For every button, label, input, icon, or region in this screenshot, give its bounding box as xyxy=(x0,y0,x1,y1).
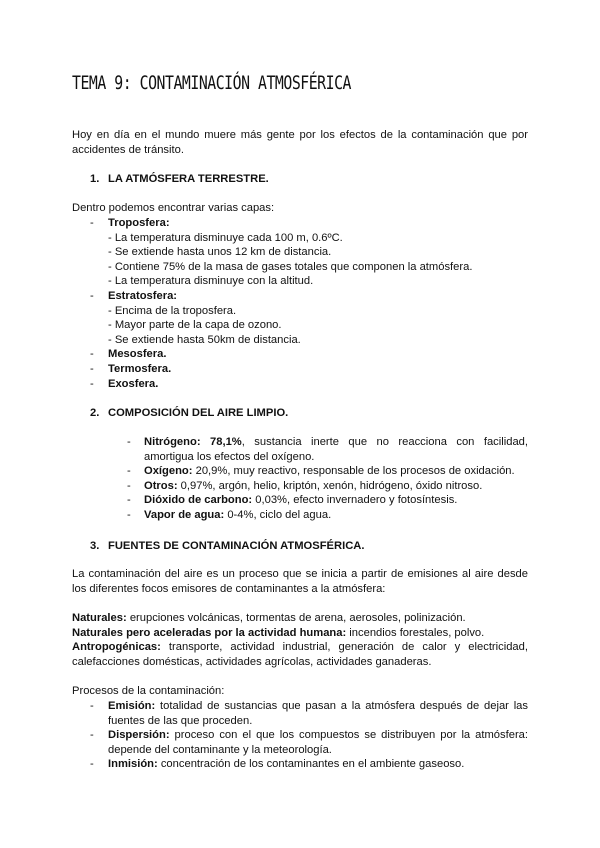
section-heading-3 xyxy=(90,539,364,554)
gas-name: Nitrógeno: xyxy=(144,436,201,448)
section-title: LA ATMÓSFERA TERRESTRE. xyxy=(108,173,269,185)
process-text: proceso con el que los compuestos se distribuyen por la atmósfera: depende del contaminante y la meteorología. xyxy=(108,729,528,756)
process-text: concentración de los contaminantes en el ambiente gaseoso. xyxy=(157,758,465,771)
layers-list xyxy=(72,216,528,391)
section-number: 1. xyxy=(90,173,100,185)
gas-value: 20,9% xyxy=(195,465,228,478)
list-item xyxy=(72,479,528,494)
list-item xyxy=(72,377,528,392)
section-title: COMPOSICIÓN DEL AIRE LIMPIO. xyxy=(108,407,289,419)
sources-list xyxy=(72,611,528,669)
process-label: Dispersión: xyxy=(108,729,170,742)
source-item xyxy=(72,626,528,641)
list-item xyxy=(72,362,528,377)
layer-detail: - Contiene 75% de la masa de gases totales que componen la atmósfera. xyxy=(108,260,473,273)
list-dash: - xyxy=(90,377,94,390)
list-item xyxy=(72,216,528,231)
layer-name: Mesosfera. xyxy=(108,348,167,361)
section-title: FUENTES DE CONTAMINACIÓN ATMOSFÉRICA. xyxy=(108,540,365,552)
gas-value: 78,1% xyxy=(210,436,242,448)
layer-detail: - Se extiende hasta 50km de distancia. xyxy=(108,333,301,346)
section-number: 3. xyxy=(90,540,100,552)
gas-description: , ciclo del agua. xyxy=(253,508,332,521)
source-item xyxy=(72,640,528,669)
layer-name: Estratosfera: xyxy=(108,289,178,302)
list-dash: - xyxy=(127,508,131,521)
source-text: incendios forestales, polvo. xyxy=(346,626,485,639)
layers-intro: Dentro podemos encontrar varias capas: xyxy=(72,202,275,214)
process-label: Inmisión: xyxy=(108,758,158,771)
layer-detail: - Se extiende hasta unos 12 km de distancia. xyxy=(108,246,332,259)
list-item xyxy=(72,508,528,523)
gas-description: , sustancia inerte que no reacciona con facilidad, amortigua los efectos del oxígeno. xyxy=(144,436,528,463)
source-label: Antropogénicas: xyxy=(72,641,161,654)
list-item xyxy=(72,464,528,479)
list-dash: - xyxy=(127,479,131,492)
source-text: transporte, actividad industrial, generación de calor y electricidad, calefacciones domésticas, actividades agrícolas, actividades ganaderas. xyxy=(72,641,528,668)
gas-name: Oxígeno: xyxy=(144,465,193,478)
list-dash: - xyxy=(90,348,94,361)
source-text: erupciones volcánicas, tormentas de arena, aerosoles, polinización. xyxy=(126,612,466,624)
composition-list xyxy=(72,435,528,523)
gas-description: , efecto invernadero y fotosíntesis. xyxy=(287,494,458,507)
page-title: TEMA 9: CONTAMINACIÓN ATMOSFÉRICA xyxy=(72,72,351,94)
gas-name: Dióxido de carbono: xyxy=(144,494,253,507)
process-text: totalidad de sustancias que pasan a la atmósfera después de dejar las fuentes de las que proceden. xyxy=(108,700,528,727)
intro-paragraph: Hoy en día en el mundo muere más gente por los efectos de la contaminación que por accidentes de tránsito. xyxy=(72,129,528,156)
list-dash: - xyxy=(90,758,94,771)
gas-value: 0,97% xyxy=(180,479,213,492)
list-dash: - xyxy=(90,362,94,375)
list-item xyxy=(72,699,528,728)
gas-description: , muy reactivo, responsable de los procesos de oxidación. xyxy=(227,465,515,478)
list-dash: - xyxy=(90,729,94,742)
source-label: Naturales: xyxy=(72,612,127,624)
gas-name: Vapor de agua: xyxy=(144,508,225,521)
layer-name: Troposfera: xyxy=(108,217,170,229)
list-dash: - xyxy=(90,700,94,712)
gas-value: 0,03% xyxy=(255,494,287,507)
list-item xyxy=(72,435,528,464)
source-label: Naturales pero aceleradas por la actividad humana: xyxy=(72,626,347,639)
source-item xyxy=(72,611,528,626)
layer-detail: - Encima de la troposfera. xyxy=(108,304,237,317)
layer-name: Exosfera. xyxy=(108,377,159,390)
process-intro: Procesos de la contaminación: xyxy=(72,685,225,697)
layer-detail: - La temperatura disminuye con la altitud. xyxy=(108,275,314,288)
list-item xyxy=(72,757,528,772)
section-heading-1 xyxy=(90,172,269,187)
gas-name: Otros: xyxy=(144,479,178,492)
gas-value: 0-4% xyxy=(227,508,254,521)
layer-name: Termosfera. xyxy=(108,362,172,375)
section-number: 2. xyxy=(90,407,100,419)
list-item xyxy=(72,728,528,757)
layer-detail: - La temperatura disminuye cada 100 m, 0.6ºC. xyxy=(108,231,343,244)
list-dash: - xyxy=(90,217,94,229)
sources-intro: La contaminación del aire es un proceso que se inicia a partir de emisiones al aire desde los diferentes focos emisores de contaminantes a la atmósfera: xyxy=(72,568,528,595)
list-item xyxy=(72,289,528,304)
list-item xyxy=(72,493,528,508)
layer-detail: - Mayor parte de la capa de ozono. xyxy=(108,319,282,332)
list-dash: - xyxy=(127,436,131,448)
list-dash: - xyxy=(127,494,131,507)
section-heading-2 xyxy=(90,406,288,421)
process-label: Emisión: xyxy=(108,700,156,712)
list-dash: - xyxy=(90,289,94,302)
gas-description: , argón, helio, kriptón, xenón, hidrógeno, óxido nitroso. xyxy=(212,479,483,492)
list-dash: - xyxy=(127,465,131,478)
list-item xyxy=(72,347,528,362)
process-list xyxy=(72,699,528,772)
